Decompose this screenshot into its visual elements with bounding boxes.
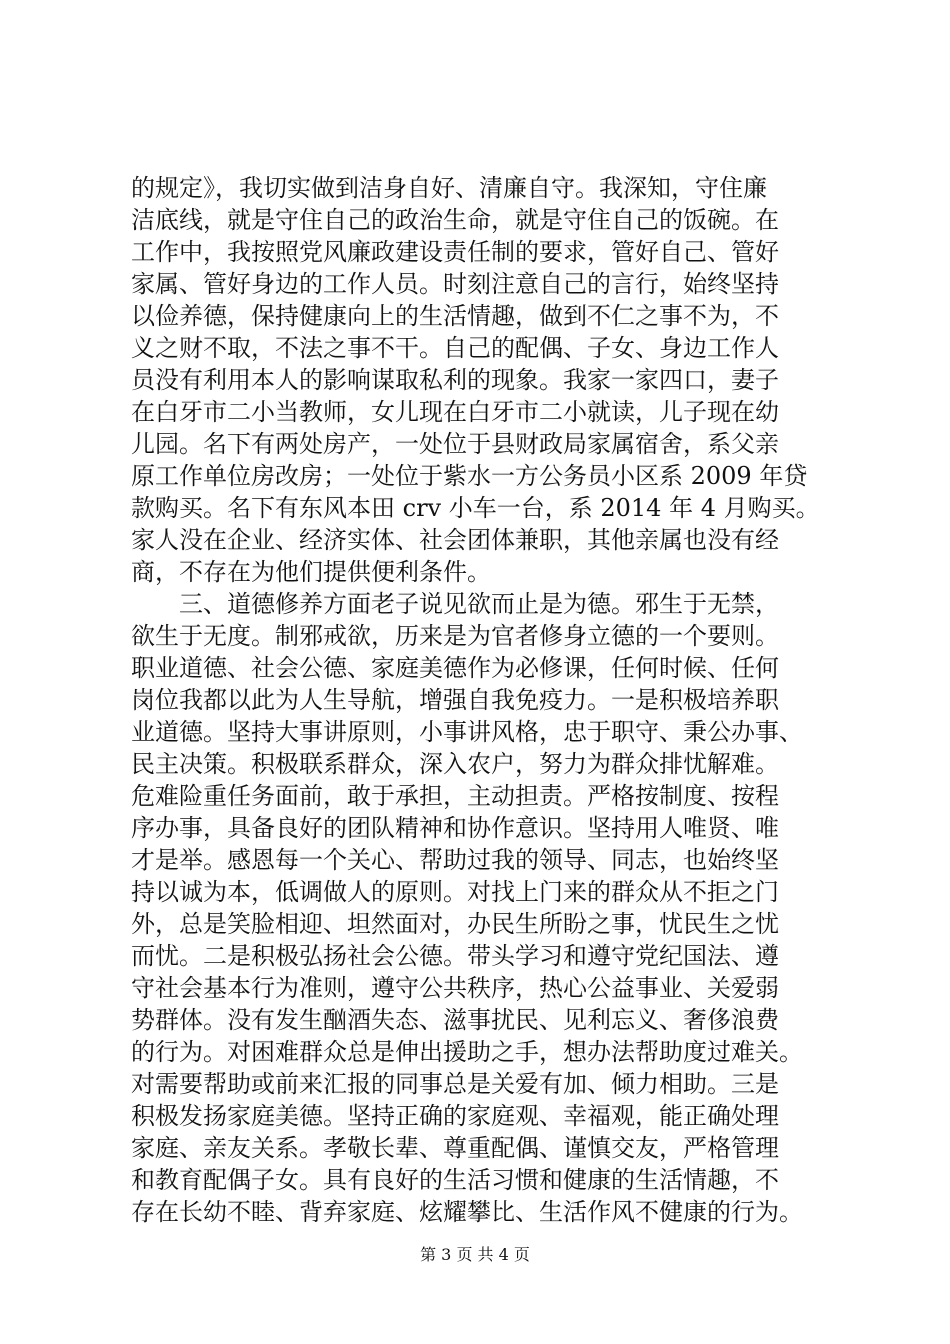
text-line: 岗位我都以此为人生导航，增强自我免疫力。一是积极培养职 [131, 686, 779, 714]
text-line: 儿园。名下有两处房产，一处位于县财政局家属宿舍，系父亲 [131, 430, 779, 458]
text-line: 民主决策。积极联系群众，深入农户，努力为群众排忧解难。 [131, 750, 779, 778]
text-line: 欲生于无度。制邪戒欲，历来是为官者修身立德的一个要则。 [131, 622, 779, 650]
document-body [131, 172, 831, 1228]
text-line: 家人没在企业、经济实体、社会团体兼职，其他亲属也没有经 [131, 526, 779, 554]
text-line: 才是举。感恩每一个关心、帮助过我的领导、同志，也始终坚 [131, 846, 779, 874]
text-line: 的规定》，我切实做到洁身自好、清廉自守。我深知，守住廉 [131, 174, 767, 202]
text-line: 洁底线，就是守住自己的政治生命，就是守住自己的饭碗。在 [131, 206, 779, 234]
text-line: 业道德。坚持大事讲原则，小事讲风格，忠于职守、秉公办事、 [131, 718, 803, 746]
text-line: 款购买。名下有东风本田 crv 小车一台，系 2014 年 4 月购买。 [131, 494, 820, 522]
text-line: 持以诚为本，低调做人的原则。对找上门来的群众从不拒之门 [131, 878, 779, 906]
text-line: 势群体。没有发生酗酒失态、滋事扰民、见利忘义、奢侈浪费 [131, 1006, 779, 1034]
text-line: 在白牙市二小当教师，女儿现在白牙市二小就读，儿子现在幼 [131, 398, 779, 426]
text-line: 商，不存在为他们提供便利条件。 [131, 558, 491, 586]
text-line: 积极发扬家庭美德。坚持正确的家庭观、幸福观，能正确处理 [131, 1102, 779, 1130]
text-line: 对需要帮助或前来汇报的同事总是关爱有加、倾力相助。三是 [131, 1070, 779, 1098]
text-line: 以俭养德，保持健康向上的生活情趣，做到不仁之事不为，不 [131, 302, 779, 330]
text-line: 家庭、亲友关系。孝敬长辈、尊重配偶、谨慎交友，严格管理 [131, 1134, 779, 1162]
text-line: 危难险重任务面前，敢于承担，主动担责。严格按制度、按程 [131, 782, 779, 810]
text-line: 三、道德修养方面老子说见欲而止是为德。邪生于无禁， [131, 590, 779, 618]
text-line: 家属、管好身边的工作人员。时刻注意自己的言行，始终坚持 [131, 270, 779, 298]
page-number-footer: 第 3 页 共 4 页 [420, 1245, 530, 1264]
text-line: 职业道德、社会公德、家庭美德作为必修课，任何时候、任何 [131, 654, 779, 682]
text-line: 工作中，我按照党风廉政建设责任制的要求，管好自己、管好 [131, 238, 779, 266]
text-line: 序办事，具备良好的团队精神和协作意识。坚持用人唯贤、唯 [131, 814, 779, 842]
text-line: 义之财不取，不法之事不干。自己的配偶、子女、身边工作人 [131, 334, 779, 362]
text-line: 守社会基本行为准则，遵守公共秩序，热心公益事业、关爱弱 [131, 974, 779, 1002]
text-line: 的行为。对困难群众总是伸出援助之手，想办法帮助度过难关。 [131, 1038, 803, 1066]
text-line: 存在长幼不睦、背弃家庭、炫耀攀比、生活作风不健康的行为。 [131, 1198, 803, 1226]
text-line: 而忧。二是积极弘扬社会公德。带头学习和遵守党纪国法、遵 [131, 942, 779, 970]
text-line: 和教育配偶子女。具有良好的生活习惯和健康的生活情趣，不 [131, 1166, 779, 1194]
text-line: 原工作单位房改房；一处位于紫水一方公务员小区系 2009 年贷 [131, 462, 808, 490]
text-line: 外，总是笑脸相迎、坦然面对，办民生所盼之事，忧民生之忧 [131, 910, 779, 938]
text-line: 员没有利用本人的影响谋取私利的现象。我家一家四口，妻子 [131, 366, 779, 394]
